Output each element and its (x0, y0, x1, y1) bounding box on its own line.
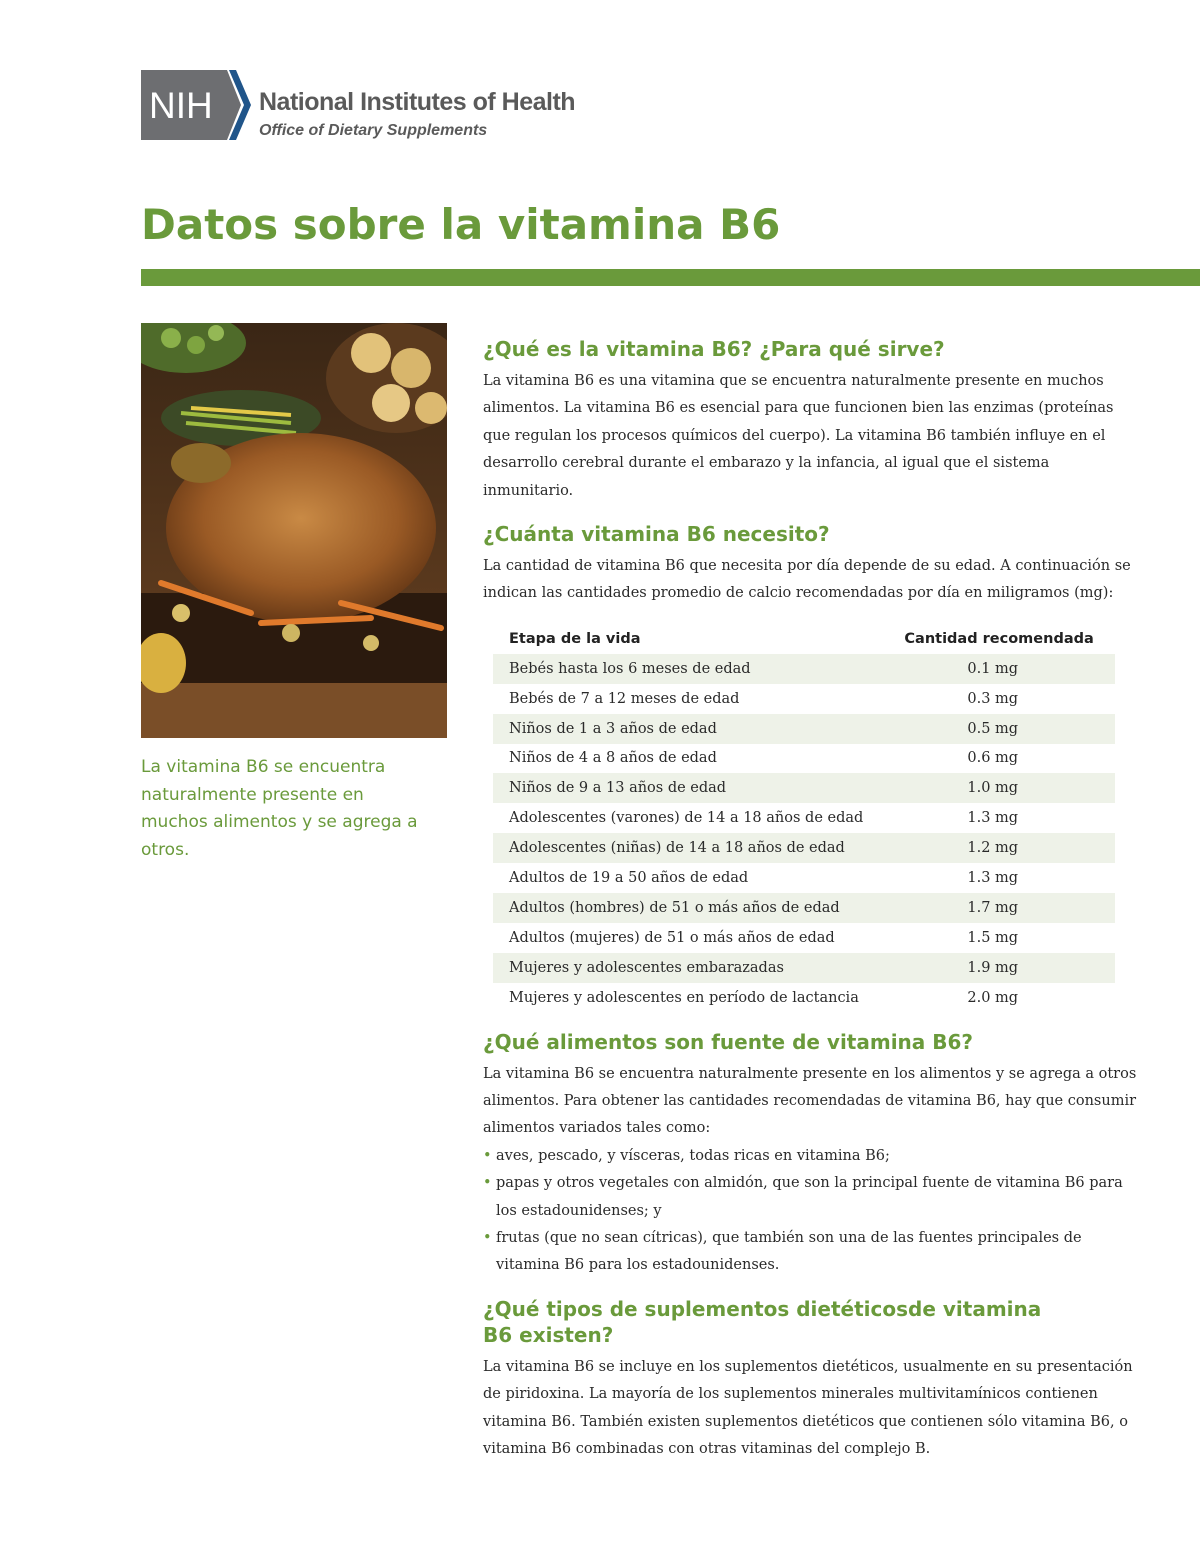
table-row (493, 983, 1115, 1013)
column-header-life-stage: Etapa de la vida (509, 630, 641, 647)
amount-cell: 0.1 mg (888, 654, 1115, 684)
life-stage-cell: Adolescentes (varones) de 14 a 18 años de edad (509, 810, 864, 827)
life-stage-cell: Adultos (mujeres) de 51 o más años de edad (509, 929, 835, 946)
life-stage-cell: Niños de 1 a 3 años de edad (493, 714, 888, 744)
list-item-text: papas y otros vegetales con almidón, que son la principal fuente de vitamina B6 para los estadounidenses; y (496, 1175, 1123, 1219)
amount-cell: 2.0 mg (967, 989, 1019, 1006)
list-item-text: frutas (que no sean cítricas), que también son una de las fuentes principales de vitamina B6 para los estadounidenses. (496, 1229, 1082, 1274)
list-item (483, 1170, 1143, 1225)
life-stage-cell: Bebés de 7 a 12 meses de edad (509, 690, 740, 707)
life-stage-cell: Niños de 4 a 8 años de edad (509, 750, 717, 767)
list-item (483, 1225, 1143, 1280)
bullet-icon: • (483, 1147, 492, 1164)
table-row (493, 953, 1115, 983)
list-item-text: aves, pescado, y vísceras, todas ricas en vitamina B6; (496, 1147, 890, 1164)
table-row (493, 714, 1115, 744)
section-supplements (483, 1296, 1143, 1464)
photo-caption: La vitamina B6 se encuentra naturalmente presente en muchos alimentos y se agrega a otros. (141, 757, 418, 860)
main-content (483, 336, 1143, 1479)
column-header-amount: Cantidad recomendada (904, 630, 1094, 647)
life-stage-cell: Bebés hasta los 6 meses de edad (493, 654, 888, 684)
bullet-icon: • (483, 1175, 492, 1192)
life-stage-cell: Adultos de 19 a 50 años de edad (509, 870, 749, 887)
section-body: La cantidad de vitamina B6 que necesita por día depende de su edad. A continuación se indican las cantidades promedio de calcio recomendadas por día en miligramos (mg): (483, 558, 1131, 602)
bullet-icon: • (483, 1229, 492, 1246)
nih-logo-text: NIH (149, 85, 213, 126)
section-body: La vitamina B6 es una vitamina que se encuentra naturalmente presente en muchos alimentos. La vitamina B6 es esencial para que funcionen bien las enzimas (proteínas que regulan los procesos químicos del cuerpo). La vitamina B6 también influye en el desarrollo cerebral durante el embarazo y la infancia, al igual que el sistema inmunitario. (483, 373, 1114, 499)
nih-logo (141, 70, 601, 140)
page-title: Datos sobre la vitamina B6 (141, 200, 781, 249)
amount-cell: 0.5 mg (888, 714, 1115, 744)
table-row (493, 684, 1115, 714)
section-heading: ¿Qué alimentos son fuente de vitamina B6? (483, 1029, 974, 1054)
amount-cell: 0.6 mg (967, 750, 1019, 767)
table-row (493, 893, 1115, 923)
table-row (493, 773, 1115, 803)
amount-cell: 1.3 mg (967, 810, 1019, 827)
section-what-is (483, 336, 1143, 505)
recommended-amounts-table (493, 624, 1115, 1013)
life-stage-cell: Mujeres y adolescentes en período de lactancia (509, 989, 859, 1006)
life-stage-cell: Mujeres y adolescentes embarazadas (493, 953, 888, 983)
section-heading: ¿Qué es la vitamina B6? ¿Para qué sirve? (483, 337, 945, 361)
section-heading: ¿Qué tipos de suplementos dietéticosde vitamina B6 existen? (483, 1296, 1042, 1347)
section-body: La vitamina B6 se incluye en los suplementos dietéticos, usualmente en su presentación de piridoxina. La mayoría de los suplementos minerales multivitamínicos contienen vitamina B6. También existen suplementos dietéticos que contienen sólo vitamina B6, o vitamina B6 combinadas con otras vitaminas del complejo B. (483, 1358, 1133, 1457)
life-stage-cell: Adultos (hombres) de 51 o más años de edad (493, 893, 888, 923)
table-header-row (493, 624, 1115, 654)
list-item (483, 1143, 1143, 1170)
org-subtitle: Office of Dietary Supplements (259, 122, 488, 139)
amount-cell: 1.7 mg (888, 893, 1115, 923)
amount-cell: 1.9 mg (888, 953, 1115, 983)
section-heading: ¿Cuánta vitamina B6 necesito? (483, 522, 830, 547)
table-row (493, 744, 1115, 774)
section-how-much (483, 521, 1143, 1013)
amount-cell: 1.0 mg (888, 773, 1115, 803)
roast-chicken-image (141, 323, 447, 738)
table-row (493, 863, 1115, 893)
table-row (493, 923, 1115, 953)
amount-cell: 1.2 mg (888, 833, 1115, 863)
life-stage-cell: Adolescentes (niñas) de 14 a 18 años de edad (493, 833, 888, 863)
food-list (483, 1143, 1143, 1280)
amount-cell: 1.3 mg (967, 870, 1019, 887)
title-divider (141, 269, 1200, 286)
table-row (493, 833, 1115, 863)
table-row (493, 803, 1115, 833)
section-body: La vitamina B6 se encuentra naturalmente presente en los alimentos y se agrega a otros alimentos. Para obtener las cantidades recomendadas de vitamina B6, hay que consumir alimentos variados tales como: (483, 1065, 1137, 1137)
table-row (493, 654, 1115, 684)
nih-logo-mark (141, 70, 251, 140)
amount-cell: 0.3 mg (967, 690, 1019, 707)
amount-cell: 1.5 mg (967, 929, 1019, 946)
org-name: National Institutes of Health (259, 88, 576, 116)
life-stage-cell: Niños de 9 a 13 años de edad (493, 773, 888, 803)
section-food-sources (483, 1029, 1143, 1280)
